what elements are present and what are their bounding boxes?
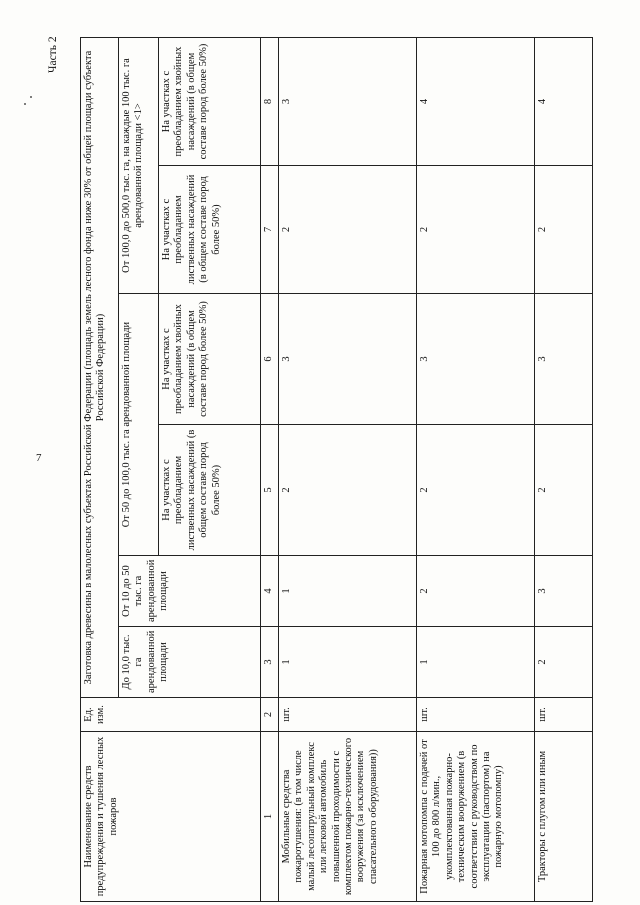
- header-up-to-10: До 10,0 тыс. га арендованной площади: [119, 627, 261, 698]
- col-number: 4: [261, 556, 279, 627]
- row-value: 2: [535, 425, 593, 556]
- header-deciduous-50-100: На участках с преобладанием лиственных насаждений (в общем составе пород более 50%): [159, 425, 261, 556]
- header-group: Заготовка древесины в малолесных субъектах Российской Федерации (площадь земель лесного фонда ниже 30% от общей площади субъекта Российской Федерации): [81, 38, 119, 698]
- table-row: [279, 38, 417, 902]
- part-label: Часть 2: [47, 36, 59, 74]
- row-value: 2: [279, 166, 417, 294]
- col-number: 2: [261, 698, 279, 732]
- row-unit: шт.: [535, 698, 593, 732]
- col-number: 7: [261, 166, 279, 294]
- row-unit: шт.: [279, 698, 417, 732]
- row-value: 2: [535, 166, 593, 294]
- scan-speck: [24, 103, 26, 105]
- header-100-500: От 100,0 до 500,0 тыс. га, на каждые 100 тыс. га арендованной площади <1>: [119, 38, 159, 294]
- row-value: 3: [279, 38, 417, 166]
- row-value: 3: [279, 294, 417, 425]
- row-name: Пожарная мотопомпа с подачей от 100 до 800 л/мин., укомплектованная пожарно-техническим вооружением (в соответствии с руководством по эксплуатации (паспортом) на пожарную мотопомпу): [417, 732, 535, 902]
- table-row: [535, 38, 593, 902]
- row-value: 2: [417, 425, 535, 556]
- header-deciduous-100-500: На участках с преобладанием лиственных насаждений (в общем составе пород более 50%): [159, 166, 261, 294]
- col-number: 5: [261, 425, 279, 556]
- row-value: 1: [417, 627, 535, 698]
- row-value: 3: [417, 294, 535, 425]
- row-value: 2: [417, 166, 535, 294]
- row-value: 2: [279, 425, 417, 556]
- header-10-50: От 10 до 50 тыс. га арендованной площади: [119, 556, 261, 627]
- col-number: 3: [261, 627, 279, 698]
- rotated-table-page: [80, 38, 592, 902]
- row-name: Тракторы с плугом или иным: [535, 732, 593, 902]
- col-number: 1: [261, 732, 279, 902]
- header-50-100: От 50 до 100,0 тыс. га арендованной площади: [119, 294, 159, 556]
- col-number: 8: [261, 38, 279, 166]
- header-unit-column: Ед. изм.: [81, 698, 261, 732]
- row-value: 2: [535, 627, 593, 698]
- row-value: 4: [417, 38, 535, 166]
- row-unit: шт.: [417, 698, 535, 732]
- page-number: 7: [36, 452, 42, 464]
- scan-speck: [30, 96, 32, 98]
- header-name-column: Наименование средств предупреждения и тушения лесных пожаров: [81, 732, 261, 902]
- row-value: 1: [279, 627, 417, 698]
- row-value: 3: [535, 556, 593, 627]
- table-row: [417, 38, 535, 902]
- row-value: 4: [535, 38, 593, 166]
- row-value: 3: [535, 294, 593, 425]
- col-number: 6: [261, 294, 279, 425]
- row-value: 2: [417, 556, 535, 627]
- row-value: 1: [279, 556, 417, 627]
- column-number-row: [261, 38, 279, 902]
- row-name: Мобильные средства пожаротушения: (в том числе малый лесопатрульный комплекс или легковой автомобиль повышенной проходимости с комплектом пожарно-технического вооружения (за исключением спасательного оборудования)): [279, 732, 417, 902]
- header-coniferous-50-100: На участках с преобладанием хвойных насаждений (в общем составе пород более 50%): [159, 294, 261, 425]
- equipment-norms-table: [80, 37, 593, 902]
- header-coniferous-100-500: На участках с преобладанием хвойных насаждений (в общем составе пород более 50%): [159, 38, 261, 166]
